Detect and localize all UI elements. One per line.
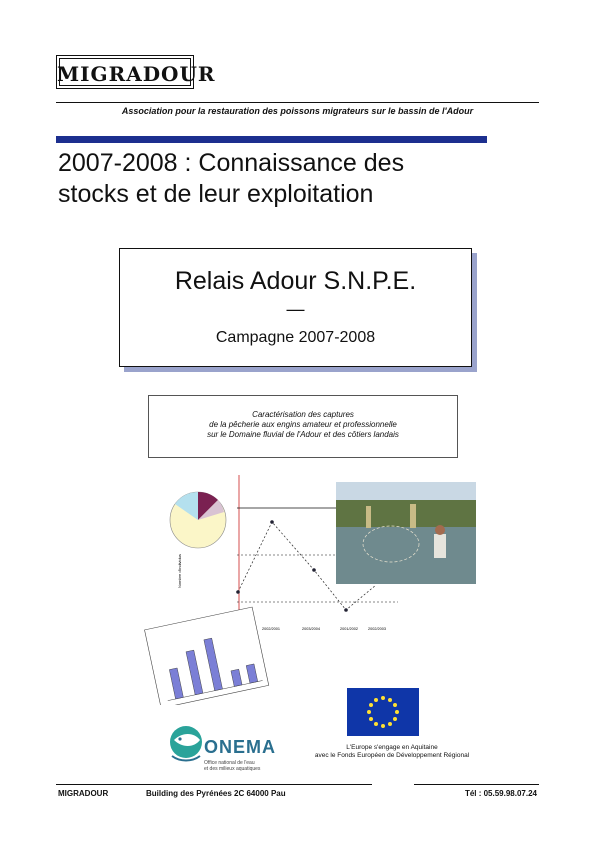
fishing-photo — [336, 482, 476, 584]
onema-tagline — [204, 760, 260, 772]
line-x-label-4: 2002/2003 — [368, 627, 386, 631]
description-box — [148, 395, 458, 458]
eu-funding-text — [282, 744, 502, 760]
footer-org: MIGRADOUR — [58, 789, 109, 798]
onema-tagline-2: et des milieux aquatiques — [204, 766, 261, 772]
onema-tagline-1: Office national de l'eau — [204, 760, 255, 766]
relais-dash: — — [286, 299, 305, 319]
eu-line-1: L'Europe s'engage en Aquitaine — [346, 744, 438, 751]
line-x-label-1: 2002/2001 — [262, 627, 280, 631]
description-line-2: de la pêcherie aux engins amateur et professionnelle — [209, 420, 397, 429]
footer-address: Building des Pyrénées 2C 64000 Pau — [146, 789, 286, 798]
blue-accent-bar — [56, 136, 487, 143]
line-x-label-3: 2001/2002 — [340, 627, 358, 631]
description-line-3: sur le Domaine fluvial de l'Adour et des côtiers landais — [207, 430, 399, 439]
footer-divider-right — [414, 784, 539, 785]
title-line-1: 2007-2008 : Connaissance des — [58, 149, 405, 177]
bar-chart-illustration — [145, 607, 269, 705]
eu-flag-icon — [347, 688, 419, 736]
header-divider — [56, 102, 539, 103]
footer-divider-left — [56, 784, 372, 785]
eu-line-2: avec le Fonds Européen de Développement Régional — [314, 752, 470, 759]
onema-name: ONEMA — [204, 737, 276, 757]
line-y-label: Nombre d'individus — [177, 554, 182, 588]
pie-chart-illustration — [170, 492, 226, 548]
relais-title: Relais Adour S.N.P.E. — [174, 267, 417, 295]
campaign-label: Campagne 2007-2008 — [215, 329, 376, 346]
page-title — [58, 148, 528, 210]
migradour-logo — [56, 55, 216, 89]
line-x-label-2: 2003/2004 — [302, 627, 320, 631]
title-line-2: stocks et de leur exploitation — [58, 180, 374, 208]
footer-phone: Tél : 05.59.98.07.24 — [464, 789, 537, 798]
association-subtitle: Association pour la restauration des poissons migrateurs sur le bassin de l'Adour — [121, 106, 474, 116]
relais-box — [119, 248, 472, 367]
description-line-1: Caractérisation des captures — [252, 410, 354, 419]
logo-text: MIGRADOUR — [57, 62, 216, 86]
